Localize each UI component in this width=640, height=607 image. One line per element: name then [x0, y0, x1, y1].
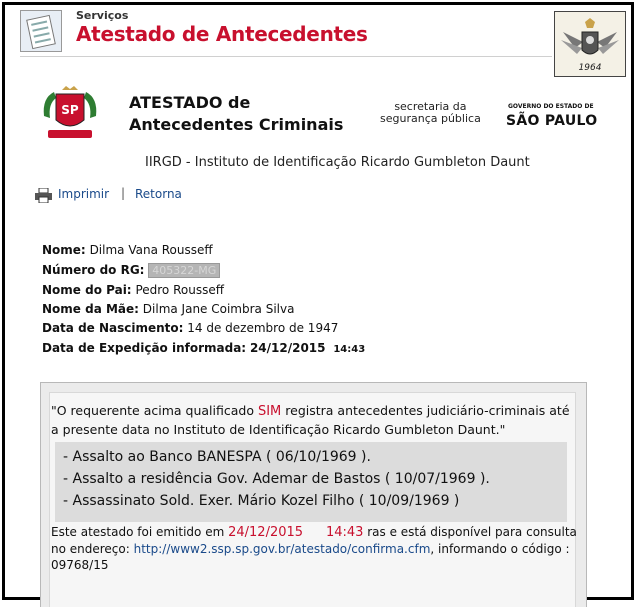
print-link[interactable]: Imprimir: [58, 187, 110, 201]
certificate-icon: [20, 10, 62, 52]
institute-name: IIRGD - Instituto de Identificação Ricardo Gumbleton Daunt: [145, 155, 530, 170]
status-badge: SIM: [257, 404, 282, 419]
link-separator: |: [121, 186, 126, 200]
result-statement: [51, 402, 571, 439]
field-father: [42, 283, 224, 297]
name-label: Nome:: [42, 243, 86, 257]
father-value: Pedro Rousseff: [135, 283, 224, 297]
sp-crest-icon: [40, 86, 100, 142]
back-link[interactable]: Retorna: [135, 187, 182, 201]
birthdate-value: 14 de dezembro de 1947: [187, 321, 339, 335]
birthdate-label: Data de Nascimento:: [42, 321, 184, 335]
section-label: Serviços: [76, 9, 129, 22]
field-issue-date: [42, 341, 365, 355]
statement-before: "O requerente acima qualificado: [51, 403, 254, 418]
issue-date-label: Data de Expedição informada:: [42, 341, 247, 355]
issue-date-value: 24/12/2015: [249, 341, 326, 355]
page-title: Atestado de Antecedentes: [76, 22, 368, 46]
footer-before: Este atestado foi emitido em: [51, 525, 225, 539]
secretaria-line1: secretaria da: [394, 100, 467, 113]
footer-middle: ras e está disponível para consulta no endereço:: [51, 525, 577, 556]
footer-after: , informando o código : 09768/15: [51, 542, 570, 572]
secretaria-line2: segurança pública: [380, 112, 481, 125]
police-emblem-logo: [554, 11, 626, 77]
mother-label: Nome da Mãe:: [42, 302, 139, 316]
field-name: [42, 243, 213, 257]
father-label: Nome do Pai:: [42, 283, 132, 297]
list-item: - Assalto a residência Gov. Ademar de Bastos ( 10/07/1969 ).: [63, 471, 490, 487]
state-name: SÃO PAULO: [506, 113, 598, 129]
header-divider: [20, 56, 552, 57]
footer-time: 14:43: [325, 525, 364, 540]
svg-text:SP: SP: [61, 103, 79, 117]
statement-after: registra antecedentes judiciário-criminais até a presente data no Instituto de Identificação Ricardo Gumbleton Daunt.": [51, 403, 570, 437]
field-mother: [42, 302, 294, 316]
confirm-url-link[interactable]: http://www2.ssp.sp.gov.br/atestado/confirma.cfm: [133, 542, 431, 556]
issue-time-value: 14:43: [333, 344, 366, 355]
footer-date: 24/12/2015: [228, 525, 304, 540]
mother-value: Dilma Jane Coimbra Silva: [142, 302, 295, 316]
name-value: Dilma Vana Rousseff: [89, 243, 213, 257]
printer-icon[interactable]: [35, 188, 52, 203]
rg-value-redacted: 405322-MG: [148, 263, 220, 278]
field-rg: [42, 263, 220, 278]
government-label: GOVERNO DO ESTADO DE: [508, 103, 594, 110]
certificate-title-line1: ATESTADO de: [129, 93, 251, 112]
rg-label: Número do RG:: [42, 263, 145, 277]
certificate-title-line2: Antecedentes Criminais: [129, 115, 344, 134]
list-item: - Assassinato Sold. Exer. Mário Kozel Filho ( 10/09/1969 ): [63, 493, 460, 509]
result-footer: [51, 524, 581, 573]
list-item: - Assalto ao Banco BANESPA ( 06/10/1969 ).: [63, 449, 371, 465]
emblem-year: 1964: [578, 63, 602, 73]
field-birthdate: [42, 321, 338, 335]
secretaria-logo-text: [380, 101, 481, 125]
